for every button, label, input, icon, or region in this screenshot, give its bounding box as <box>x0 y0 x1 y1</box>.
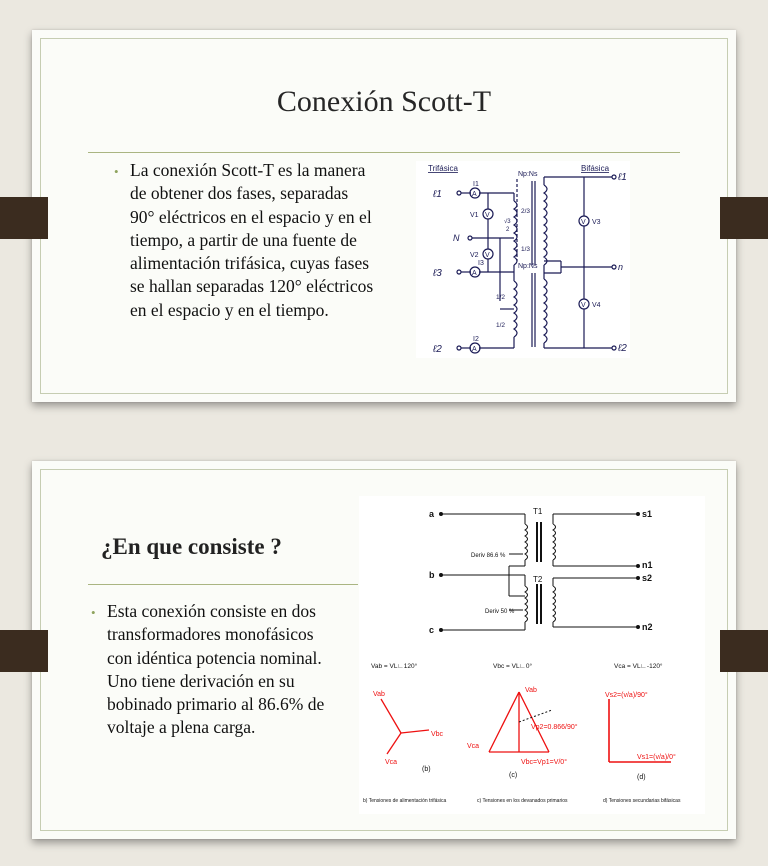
frac-2: 2 <box>506 227 510 233</box>
terminal <box>612 265 616 269</box>
deriv-1-label: Deriv 86.6 % <box>471 553 506 559</box>
vab-phasor-label: Vab <box>373 691 385 698</box>
terminal <box>457 270 461 274</box>
title-divider <box>88 152 680 153</box>
circuit-svg <box>416 161 630 358</box>
vca-phasor-label: Vca <box>385 759 398 766</box>
vab-triangle-label: Vab <box>525 687 537 694</box>
bullet-paragraph <box>91 600 342 740</box>
i2-label: I2 <box>473 336 479 343</box>
terminal <box>457 191 461 195</box>
terminal <box>457 346 461 350</box>
left-tab-2 <box>0 630 48 672</box>
n1-label: n1 <box>642 560 653 570</box>
right-tab-1 <box>720 197 768 239</box>
v4-label: V4 <box>592 302 601 309</box>
slide-1 <box>32 30 736 402</box>
terminal <box>468 236 472 240</box>
v2-label: V2 <box>470 252 479 259</box>
bullet-text: Esta conexión consiste en dos transformadores monofásicos con idéntica potencia nominal. Uno tiene derivación en su bobinado primario al 86.6% de voltaje a plena carga. <box>107 601 325 738</box>
frac-1-2: 1/2 <box>496 294 506 301</box>
vbc-equation: Vbc = VL∟0° <box>493 663 533 670</box>
frac-sqrt3: √3 <box>504 219 511 225</box>
t1-label: T1 <box>533 507 543 516</box>
caption-c: c) Tensiones en los devanados primarios <box>477 798 568 804</box>
ratio-label: Np:Ns <box>518 171 538 178</box>
terminal <box>612 346 616 350</box>
title-divider <box>88 584 358 585</box>
frac-1-2-b: 1/2 <box>496 322 506 329</box>
l2-input-label: ℓ2 <box>433 344 442 355</box>
vs2-label: Vs2=(v/a)/90° <box>605 692 648 699</box>
i1-label: I1 <box>473 181 479 188</box>
bullet-paragraph <box>114 159 375 322</box>
vp2-label: Vp2=0.866/90° <box>531 724 578 731</box>
slide-title: Conexión Scott-T <box>276 85 492 118</box>
vab-equation: Vab = VL∟120° <box>371 663 418 670</box>
frac-2-3: 2/3 <box>521 208 531 215</box>
vbc-vp1-label: Vbc=Vp1=V/0° <box>521 759 567 766</box>
line-a-label: a <box>429 509 435 519</box>
frac-1-3: 1/3 <box>521 246 531 253</box>
vs1-label: Vs1=(v/a)/0° <box>637 754 676 761</box>
scott-t-circuit-diagram <box>416 161 630 358</box>
bullet-icon: • <box>114 164 119 179</box>
ratio-label-2: Np:Ns <box>518 263 538 270</box>
terminal <box>612 175 616 179</box>
trifasica-label: Trifásica <box>428 164 458 173</box>
left-tab-1 <box>0 197 48 239</box>
l1-input-label: ℓ1 <box>433 189 442 200</box>
voltmeter-label: V <box>485 252 490 259</box>
star-phasor-b <box>381 699 429 754</box>
v1-label: V1 <box>470 212 479 219</box>
n-input-label: N <box>453 233 460 243</box>
bullet-icon: • <box>91 605 96 620</box>
right-tab-2 <box>720 630 768 672</box>
ammeter-label: A <box>472 346 477 353</box>
vca-triangle-label: Vca <box>467 743 480 750</box>
voltmeter-label: V <box>485 212 490 219</box>
ammeter-label: A <box>472 191 477 198</box>
vbc-phasor-label: Vbc <box>431 731 444 738</box>
v3-label: V3 <box>592 219 601 226</box>
caption-d: d) Tensiones secundarias bifásicas <box>603 798 681 804</box>
bifasica-label: Bifásica <box>581 164 610 173</box>
phasor-svg <box>359 496 705 814</box>
s1-label: s1 <box>642 509 653 519</box>
l1-output-label: ℓ1 <box>618 172 627 183</box>
right-angle-phasor-d <box>609 699 671 762</box>
ammeter-label: A <box>472 270 477 277</box>
line-b-label: b <box>429 570 435 580</box>
i3-label: I3 <box>478 260 484 267</box>
scott-t-phasor-diagram <box>359 496 705 814</box>
l2-output-label: ℓ2 <box>618 343 627 354</box>
label-c: (c) <box>509 772 518 779</box>
t2-label: T2 <box>533 575 543 584</box>
n2-label: n2 <box>642 622 653 632</box>
vca-equation: Vca = VL∟-120° <box>614 663 663 670</box>
voltmeter-label: V <box>581 302 586 309</box>
deriv-2-label: Deriv 50 % <box>485 609 515 615</box>
bullet-text: La conexión Scott-T es la manera de obtener dos fases, separadas 90° eléctricos en el espacio y en el tiempo, a partir de una fuente de alimentación trifásica, cuyas fases se hallan separadas 120° eléctricos en el espacio y en el tiempo. <box>130 160 374 320</box>
slide-title: ¿En que consiste ? <box>101 534 282 559</box>
label-b: (b) <box>422 766 431 773</box>
caption-b: b) Tensiones de alimentación trifásica <box>363 798 447 804</box>
voltmeter-label: V <box>581 219 586 226</box>
s2-label: s2 <box>642 573 653 583</box>
label-d: (d) <box>637 774 646 781</box>
line-c-label: c <box>429 625 435 635</box>
n-output-label: n <box>618 262 624 272</box>
l3-input-label: ℓ3 <box>433 268 442 279</box>
slide-2 <box>32 461 736 839</box>
